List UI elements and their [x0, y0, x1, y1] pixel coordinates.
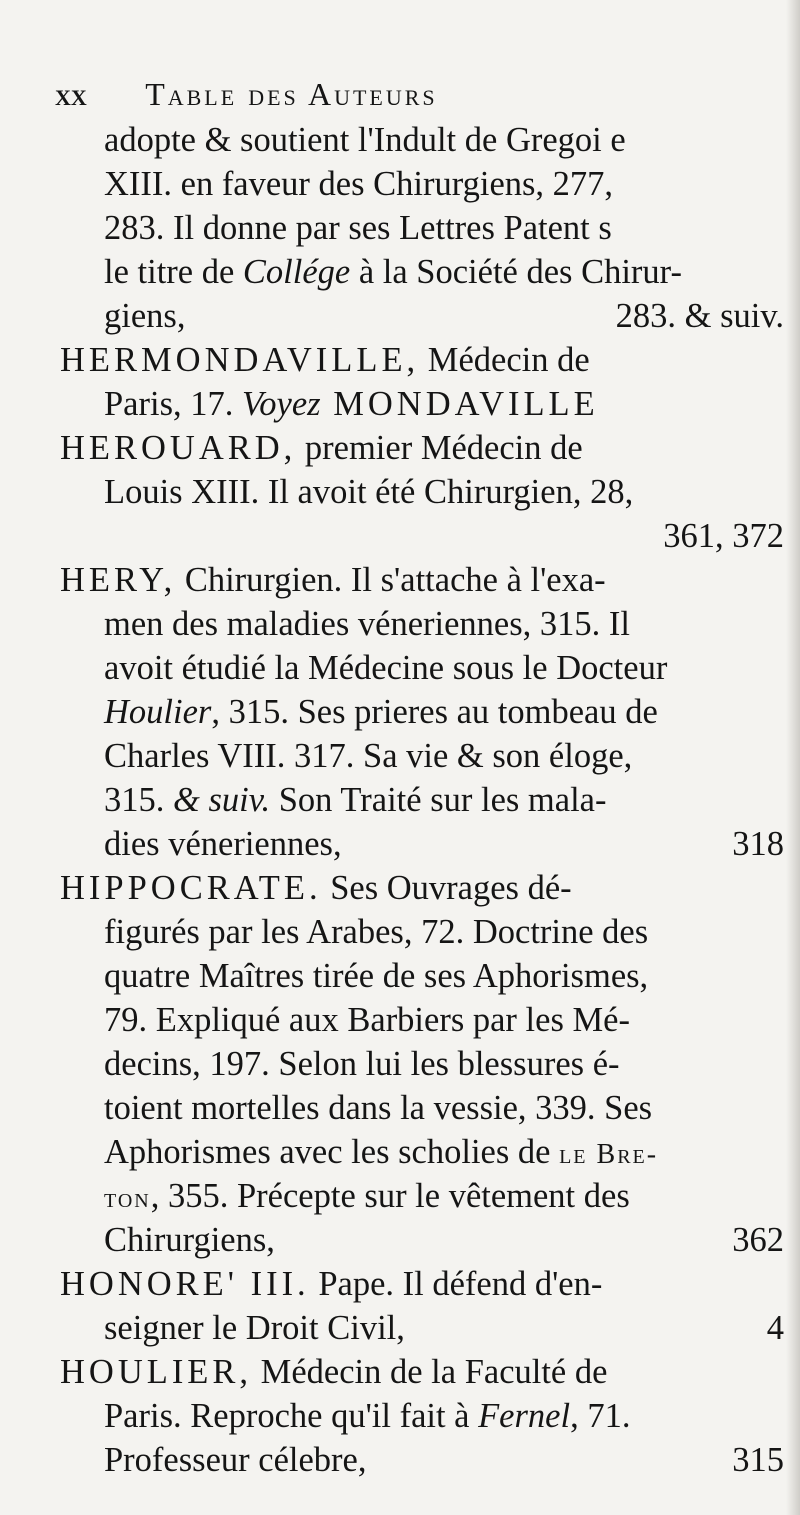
- text-line: [104, 250, 784, 294]
- text-line: XIII. en faveur des Chirurgiens, 277,: [104, 165, 614, 203]
- text-line: [104, 1130, 784, 1174]
- line-part-italic: Houlier: [104, 693, 212, 731]
- text-line: 79. Expliqué aux Barbiers par les Mé-: [104, 1001, 630, 1039]
- line-part: dies véneriennes,: [104, 825, 342, 863]
- entry-hermondaville: [60, 338, 784, 382]
- running-title: Table des Auteurs: [145, 76, 438, 112]
- entry-name: HERY,: [60, 561, 177, 599]
- line-part: Paris. Reproche qu'il fait à: [104, 1397, 479, 1435]
- page-reference: 362: [732, 1221, 784, 1259]
- line-part: Médecin de la Faculté de: [252, 1353, 608, 1391]
- text-line: [104, 382, 784, 426]
- line-part: , 71.: [570, 1397, 631, 1435]
- line-part: giens,: [104, 297, 186, 335]
- text-line: 283. Il donne par ses Lettres Patent s: [104, 209, 612, 247]
- text-line: quatre Maîtres tirée de ses Aphorismes,: [104, 957, 649, 995]
- line-part-smallcaps: le Bre-: [559, 1139, 659, 1170]
- text-line: 361, 372: [663, 517, 784, 555]
- entry-name: HONORE' III.: [60, 1265, 310, 1303]
- line-part: Pape. Il défend d'en-: [309, 1265, 603, 1303]
- line-part: Médecin de: [419, 341, 590, 379]
- page-header: [55, 76, 755, 116]
- text-line: toient mortelles dans la vessie, 339. Ses: [104, 1089, 653, 1127]
- cross-reference-name: MONDAVILLE: [320, 385, 599, 423]
- line-part: Aphorismes avec les scholies de: [104, 1133, 560, 1171]
- line-part: seigner le Droit Civil,: [104, 1309, 405, 1347]
- text-line: [104, 778, 784, 822]
- entry-name: HIPPOCRATE.: [60, 869, 322, 907]
- text-line: [104, 1394, 784, 1438]
- line-part: Son Traité sur les mala-: [270, 781, 607, 819]
- line-part: Chirurgiens,: [104, 1221, 275, 1259]
- line-part: Ses Ouvrages dé-: [321, 869, 572, 907]
- page-reference: 4: [766, 1309, 784, 1347]
- entry-name: HOULIER,: [60, 1353, 253, 1391]
- text-line: men des maladies véneriennes, 315. Il: [104, 605, 630, 643]
- line-part: premier Médecin de: [296, 429, 583, 467]
- entry-hippocrate: [60, 866, 784, 910]
- line-part: Paris, 17.: [104, 385, 242, 423]
- entry-herouard: [60, 426, 784, 470]
- page-reference: 315: [732, 1441, 784, 1479]
- text-line: [104, 690, 784, 734]
- line-part: le titre de: [104, 253, 243, 291]
- entry-honore-iii: [60, 1262, 784, 1306]
- page-reference: 318: [732, 825, 784, 863]
- text-line: [104, 1306, 784, 1350]
- text-line: Charles VIII. 317. Sa vie & son éloge,: [104, 737, 633, 775]
- text-line: [104, 822, 784, 866]
- text-line: [104, 294, 784, 338]
- line-part: , 315. Ses prieres au tombeau de: [211, 693, 658, 731]
- text-line: decins, 197. Selon lui les blessures é-: [104, 1045, 620, 1083]
- line-part: , 355. Précepte sur le vêtement des: [150, 1177, 630, 1215]
- entry-name: HEROUARD,: [60, 429, 297, 467]
- line-part: Chirurgien. Il s'attache à l'exa-: [176, 561, 606, 599]
- text-line: [104, 1174, 784, 1218]
- page-gutter-shadow: [786, 0, 800, 1515]
- line-part-italic: Collége: [242, 253, 351, 291]
- text-line: Louis XIII. Il avoit été Chirurgien, 28,: [104, 473, 634, 511]
- line-part-italic: Fernel: [478, 1397, 571, 1435]
- text-line: [104, 1438, 784, 1482]
- text-line: avoit étudié la Médecine sous le Docteur: [104, 649, 668, 687]
- line-part-italic: & suiv.: [173, 781, 271, 819]
- page-number: xx: [55, 76, 87, 112]
- line-part: Professeur célebre,: [104, 1441, 367, 1479]
- entry-houlier: [60, 1350, 784, 1394]
- line-part: 315.: [104, 781, 173, 819]
- entry-name: HERMONDAVILLE,: [60, 341, 420, 379]
- line-part-smallcaps: ton: [104, 1183, 151, 1214]
- text-line: figurés par les Arabes, 72. Doctrine des: [104, 913, 649, 951]
- entry-hery: [60, 558, 784, 602]
- line-part: à la Société des Chirur-: [350, 253, 682, 291]
- text-line: [104, 1218, 784, 1262]
- text-line: adopte & soutient l'Indult de Gregoi e: [104, 121, 626, 159]
- page-reference: 283. & suiv.: [615, 297, 784, 335]
- line-part-italic: Voyez: [242, 385, 321, 423]
